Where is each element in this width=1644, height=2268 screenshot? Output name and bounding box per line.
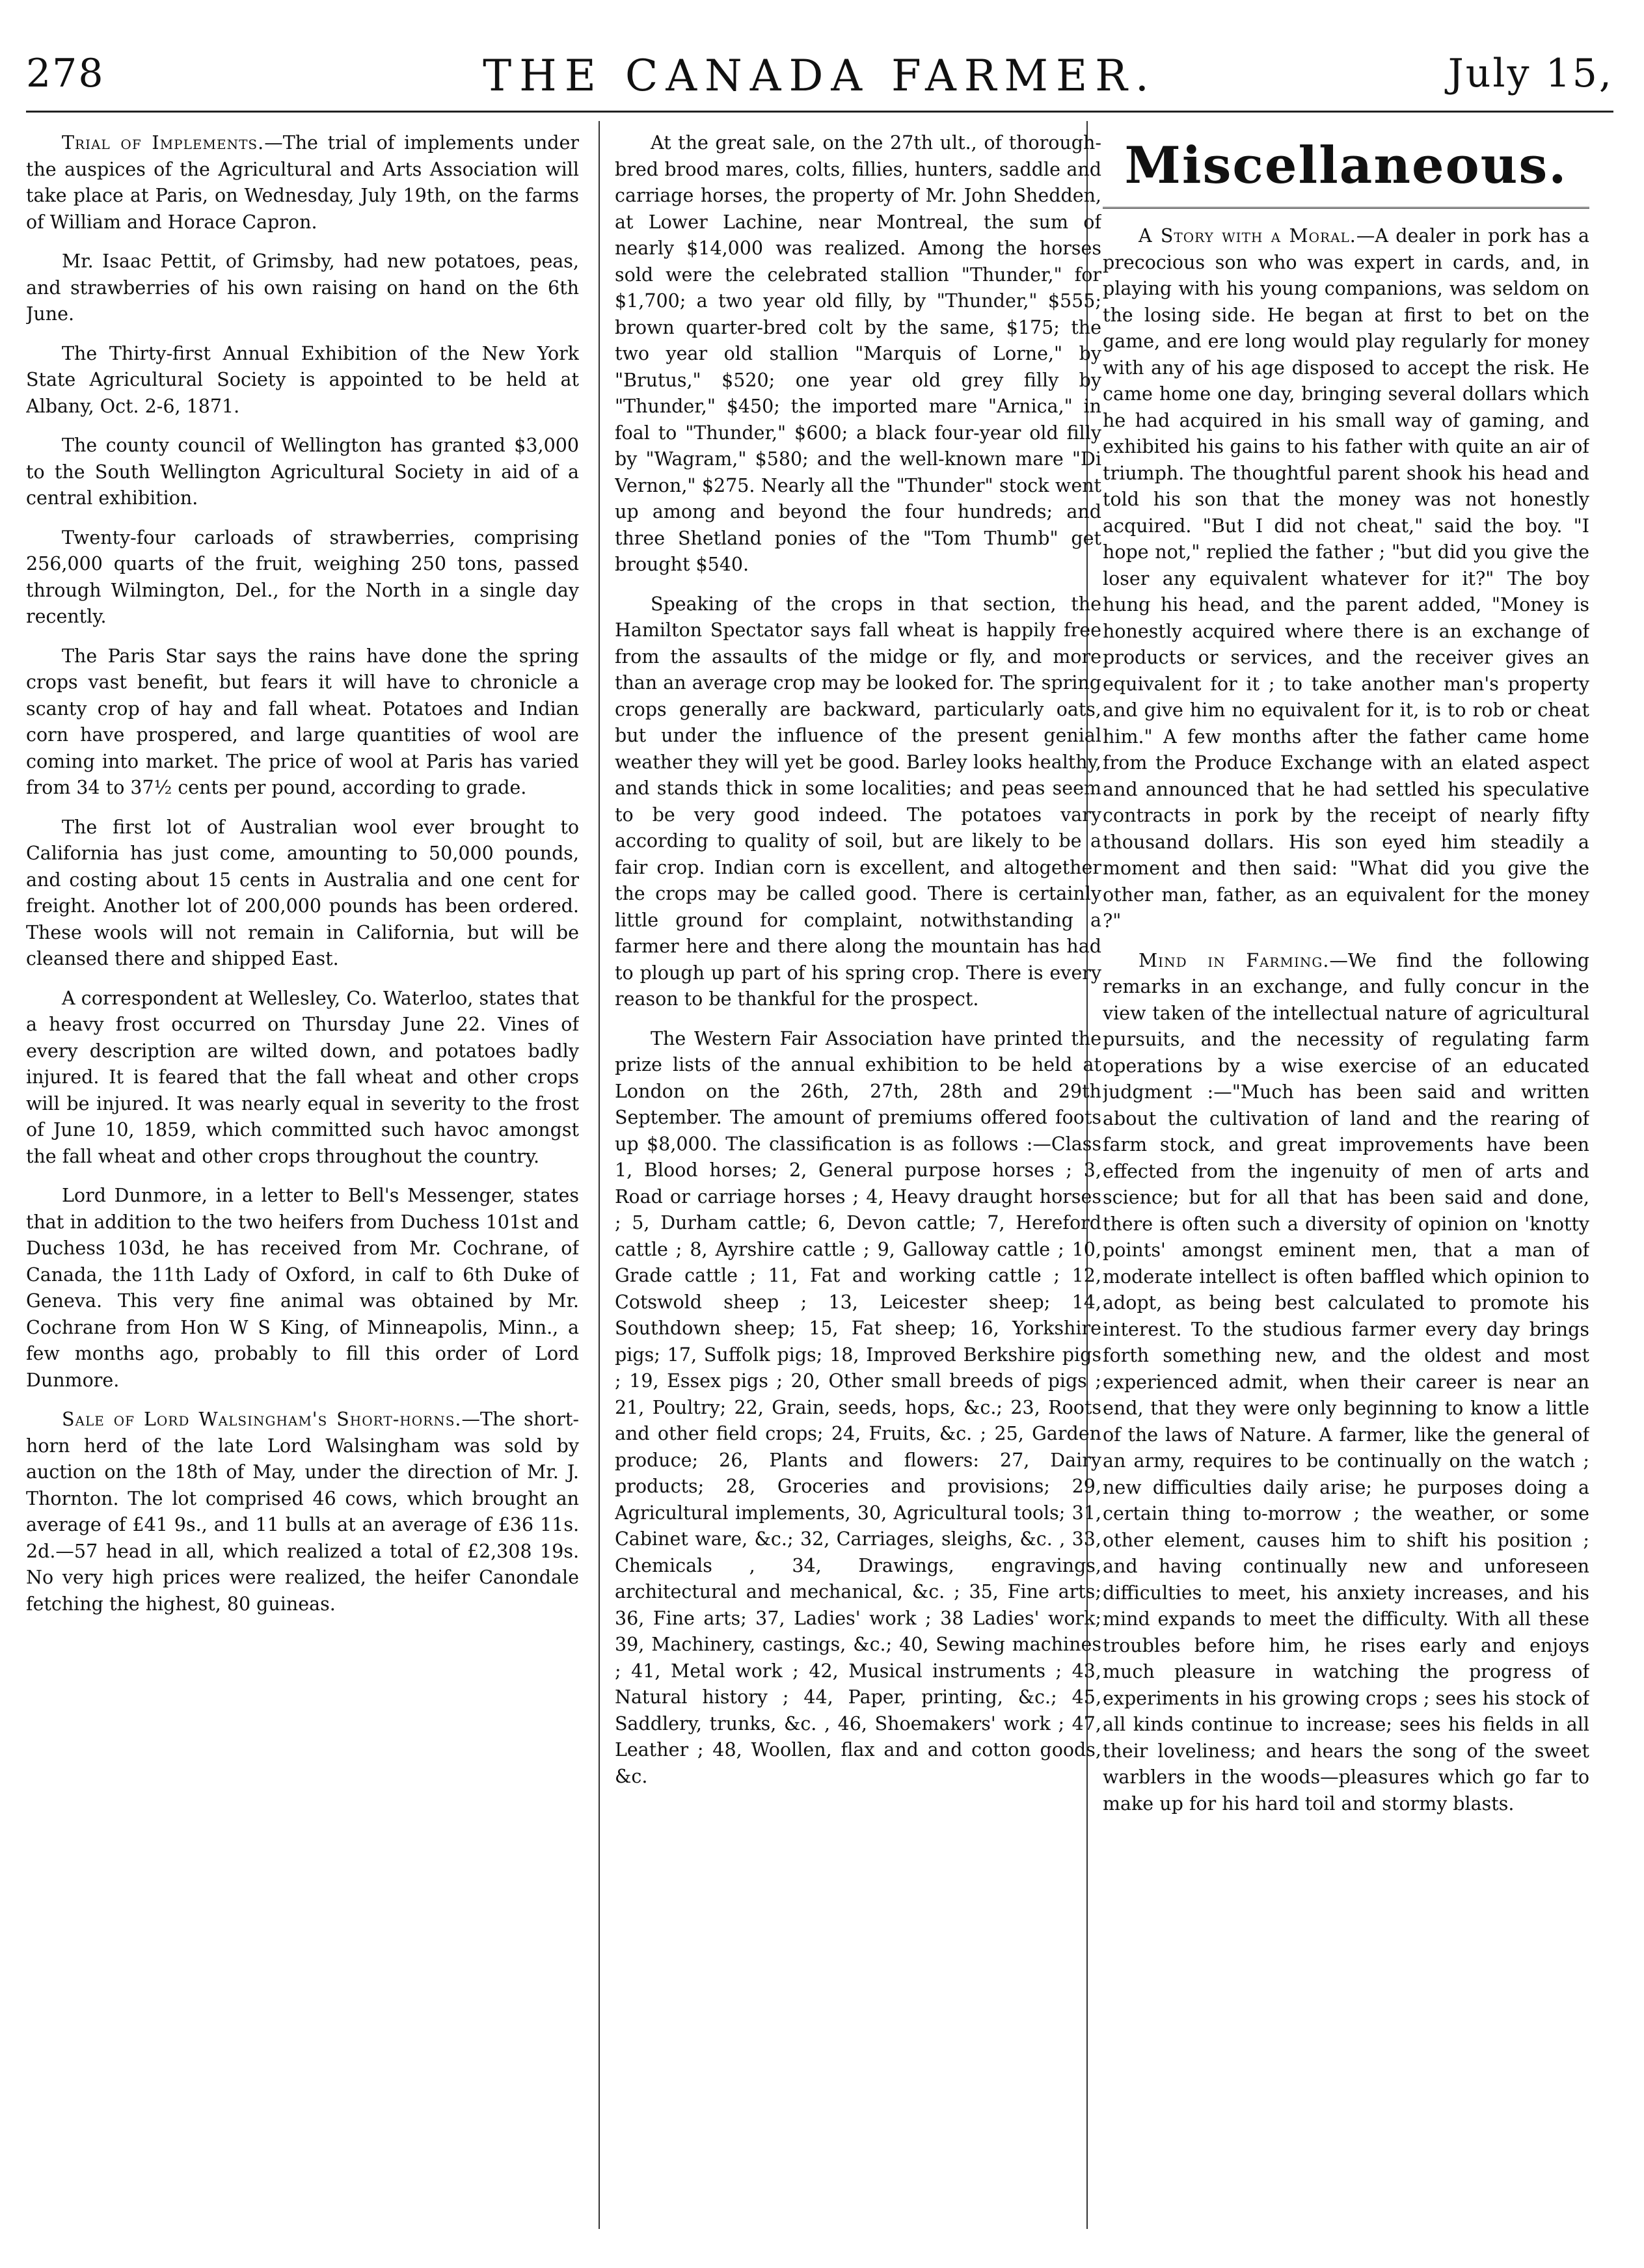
column-divider [599, 121, 600, 2229]
article-paragraph: A correspondent at Wellesley, Co. Waterloo, states that a heavy frost occurred on Thursday June 22. Vines of every description are wilted down, and potatoes badly injured. It is feared that the fall wheat and other crops will be injured. It was nearly equal in severity to the frost of June 10, 1859, which committed such havoc amongst the fall wheat and other crops throughout the country. [26, 987, 579, 1167]
article-lead: A Story with a Moral. [1139, 225, 1356, 247]
article-text: —The short-horn herd of the late Lord Walsingham was sold by auction on the 18th of May, under the direction of Mr. J. Thornton. The lot comprised 46 cows, which brought an average of £41 9s., and 11 bulls at an average of £36 11s. 2d.—57 head in all, which realized a total of £2,308 19s. No very high prices were realized, the heifer Canondale fetching the highest, 80 guineas. [26, 1409, 579, 1615]
article-trial-of-implements [26, 130, 579, 236]
article-text: —We find the following remarks in an exchange, and fully concur in the view taken of the intellectual nature of agricultural pursuits, and the necessity of regulating farm operations by a wise exercise of an educated judgment :—"Much has been said and written about the cultivation of land and the rearing of farm stock, and great improvements have been effected from the ingenuity of men of arts and science; but for all that has been said and done, there is often such a diversity of opinion on 'knotty points' amongst eminent men, that a man of moderate intellect is often baffled which opinion to adopt, as being best calculated to promote his interest. To the studious farmer every day brings forth something new, and the oldest and most experienced admit, when their career is near an end, that they were only beginning to know a little of the laws of Nature. A farmer, like the general of an army, requires to be continually on the watch ; new difficulties daily arise; he purposes doing a certain thing to-morrow ; the weather, or some other element, causes him to shift his position ; and having continually new and unforeseen difficulties to meet, his anxiety increases, and his mind expands to meet the difficulty. With all these troubles before him, he rises early and enjoys much pleasure in watching the progress of experiments in his growing crops ; sees his stock of all kinds continue to increase; sees his fields in all their loveliness; and hears the song of the sweet warblers in the woods—pleasures which go far to make up for his hard toil and stormy blasts. [1103, 949, 1589, 1815]
section-title: Miscellaneous. [1124, 136, 1568, 195]
article-paragraph: The Western Fair Association have printed the prize lists of the annual exhibition to be held at London on the 26th, 27th, 28th and 29th September. The amount of premiums offered foots up $8,000. The classification is as follows :—Class 1, Blood horses; 2, General purpose horses ; 3, Road or carriage horses ; 4, Heavy draught horses ; 5, Durham cattle; 6, Devon cattle; 7, Hereford cattle ; 8, Ayrshire cattle ; 9, Galloway cattle ; 10, Grade cattle ; 11, Fat and working cattle ; 12, Cotswold sheep ; 13, Leicester sheep; 14, Southdown sheep; 15, Fat sheep; 16, Yorkshire pigs; 17, Suffolk pigs; 18, Improved Berkshire pigs ; 19, Essex pigs ; 20, Other small breeds of pigs ; 21, Poultry; 22, Grain, seeds, hops, &c.; 23, Roots and other field crops; 24, Fruits, &c. ; 25, Garden produce; 26, Plants and flowers: 27, Dairy products; 28, Groceries and provisions; 29, Agricultural implements, 30, Agricultural tools; 31, Cabinet ware, &c.; 32, Carriages, sleighs, &c. , 33, Chemicals , 34, Drawings, engravings, architectural and mechanical, &c. ; 35, Fine arts; 36, Fine arts; 37, Ladies' work ; 38 Ladies' work; 39, Machinery, castings, &c.; 40, Sewing machines ; 41, Metal work ; 42, Musical instruments ; 43, Natural history ; 44, Paper, printing, &c.; 45, Saddlery, trunks, &c. , 46, Shoemakers' work ; 47, Leather ; 48, Woollen, flax and and cotton goods, &c. [615, 1027, 1101, 1787]
article-paragraph: Mr. Isaac Pettit, of Grimsby, had new potatoes, peas, and strawberries of his own raising on hand on the 6th June. [26, 250, 579, 325]
page-header [26, 51, 1613, 113]
column-3 [1103, 130, 1589, 2232]
article-paragraph: At the great sale, on the 27th ult., of thorough-bred brood mares, colts, fillies, hunters, saddle and carriage horses, the property of Mr. John Shedden, at Lower Lachine, near Montreal, the sum of nearly $14,000 was realized. Among the horses sold were the celebrated stallion "Thunder," for $1,700; a two year old filly, by "Thunder," $555; brown quarter-bred colt by the same, $175; the two year old stallion "Marquis of Lorne," by "Brutus," $520; one year old grey filly by "Thunder," $450; the imported mare "Arnica," in foal to "Thunder," $600; a black four-year old filly by "Wagram," $580; and the well-known mare "Di Vernon," $275. Nearly all the "Thunder" stock went up among and beyond the four hundreds; and three Shetland ponies of the "Tom Thumb" get brought $540. [615, 132, 1101, 575]
article-walsingham-sale [26, 1407, 579, 1617]
article-paragraph: The county council of Wellington has granted $3,000 to the South Wellington Agricultural Society in aid of a central exhibition. [26, 435, 579, 509]
column-1 [26, 130, 579, 2232]
article-lead: Sale of Lord Walsingham's Short-horns. [62, 1409, 462, 1430]
column-2 [615, 130, 1101, 2232]
article-paragraph: Lord Dunmore, in a letter to Bell's Messenger, states that in addition to the two heifers from Duchess 101st and Duchess 103d, he has received from Mr. Cochrane, of Canada, the 11th Lady of Oxford, in calf to 6th Duke of Geneva. This very fine animal was obtained by Mr. Cochrane from Hon W S King, of Minneapolis, Minn., a few months ago, probably to fill this order of Lord Dunmore. [26, 1185, 579, 1391]
article-story-with-a-moral [1103, 223, 1589, 935]
issue-date: July 15, [1448, 51, 1613, 96]
article-lead: Trial of Implements. [62, 132, 265, 154]
article-paragraph: Twenty-four carloads of strawberries, comprising 256,000 quarts of the fruit, weighing 250 tons, passed through Wilmington, Del., for the North in a single day recently. [26, 526, 579, 627]
section-rule [1103, 207, 1589, 209]
article-paragraph: The Thirty-first Annual Exhibition of the New York State Agricultural Society is appointed to be held at Albany, Oct. 2-6, 1871. [26, 342, 579, 417]
article-mind-in-farming [1103, 948, 1589, 1818]
journal-title: THE CANADA FARMER. [483, 51, 1157, 101]
article-paragraph: Speaking of the crops in that section, the Hamilton Spectator says fall wheat is happily free from the assaults of the midge or fly, and more than an average crop may be looked for. The spring crops generally are backward, particularly oats, but under the influence of the present genial weather they will yet be good. Barley looks healthy, and stands thick in some localities; and peas seem to be very good indeed. The potatoes vary according to quality of soil, but are likely to be a fair crop. Indian corn is excellent, and altogether the crops may be called good. There is certainly little ground for complaint, notwithstanding a farmer here and there along the mountain has had to plough up part of his spring crop. There is every reason to be thankful for the prospect. [615, 593, 1101, 1010]
header-rule [26, 111, 1613, 113]
page-number: 278 [26, 51, 105, 96]
article-text: —The trial of implements under the auspices of the Agricultural and Arts Association will take place at Paris, on Wednesday, July 19th, on the farms of William and Horace Capron. [26, 132, 579, 233]
article-paragraph: The first lot of Australian wool ever brought to California has just come, amounting to 50,000 pounds, and costing about 15 cents in Australia and one cent for freight. Another lot of 200,000 pounds has been ordered. These wools will not remain in California, but will be cleansed there and shipped East. [26, 816, 579, 969]
article-paragraph: The Paris Star says the rains have done the spring crops vast benefit, but fears it will have to chronicle a scanty crop of hay and fall wheat. Potatoes and Indian corn have prospered, and large quantities of wool are coming into market. The price of wool at Paris has varied from 34 to 37½ cents per pound, according to grade. [26, 645, 579, 798]
article-lead: Mind in Farming. [1139, 949, 1330, 971]
article-text: —A dealer in pork has a precocious son who was expert in cards, and, in playing with his young companions, was seldom on the losing side. He began at first to bet on the game, and ere long would play regularly for money with any of his age disposed to accept the risk. He came home one day, bringing several dollars which he had acquired in his small way of gaming, and exhibited his gains to his father with quite an air of triumph. The thoughtful parent shook his head and told his son that the money was not honestly acquired. "But I did not cheat," said the boy. "I hope not," replied the father ; "but did you give the loser any equivalent whatever for it?" The boy hung his head, and the parent added, "Money is honestly acquired where there is an exchange of products or services, and the receiver gives an equivalent for it ; to take another man's property and give him no equivalent for it, is to rob or cheat him." A few months after the father came home from the Produce Exchange with an elated aspect and announced that he had settled his speculative contracts in pork by the receipt of nearly fifty thousand dollars. His son eyed him steadily a moment and then said: "What did you give the other man, father, as an equivalent for the money ?" [1103, 225, 1589, 932]
